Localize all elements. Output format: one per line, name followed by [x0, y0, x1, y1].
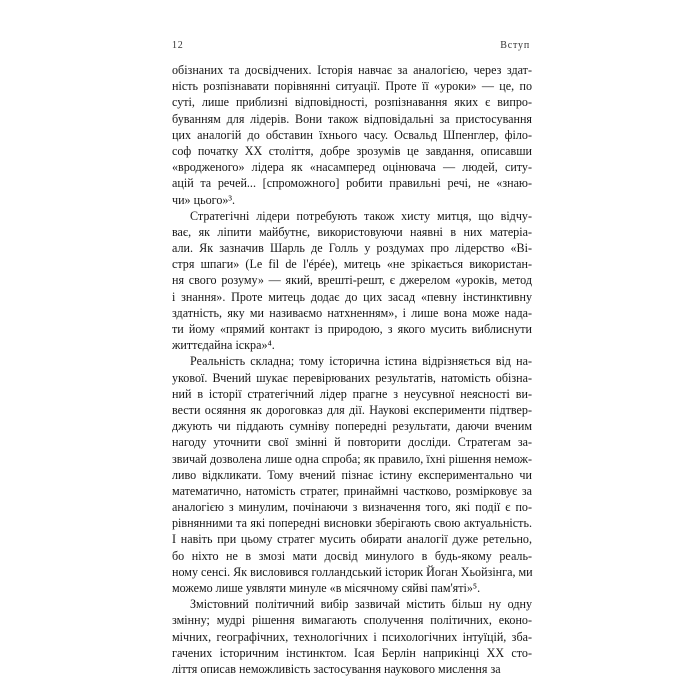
- text-line: змінну; мудрі рішення вимагають сполучення політичних, еконо-: [172, 613, 532, 628]
- text-line: ти йому «прямий контакт із природою, з якого мусить виблиснути: [172, 322, 532, 336]
- paragraph: [172, 208, 532, 354]
- text-line: здатність, яку ми називаємо натхненням», і лише вона може нада-: [172, 305, 532, 320]
- text-line: соф початку XX століття, добре зрозумів це завдання, описавши: [172, 143, 532, 158]
- text-line: гачених історичним інстинктом. Ісая Берлін наприкінці XX сто-: [172, 645, 532, 660]
- text-line: звичай дозволена лише одна спроба; як правило, їхні рішення немож-: [172, 451, 532, 466]
- text-line: бо ніхто не в змозі мати досвід минулого в будь-якому реаль-: [172, 548, 532, 563]
- text-line: аналогією з минулим, почінаючи з визначення того, які події є по-: [172, 500, 532, 515]
- text-line: життєдайна іскра»⁴.: [172, 338, 275, 353]
- text-line: укової. Вчений шукає перевірюваних результатів, натомість обізна-: [172, 370, 532, 385]
- text-line: стря шпаги» (Le fil de l'épée), митець «не зрікається використан-: [172, 257, 532, 272]
- text-line: али. Як зазначив Шарль де Голль у роздумах про лідерство «Ві-: [172, 241, 532, 256]
- text-line: джують чи піддають сумніву попередні результати, даючи вченим: [172, 419, 532, 434]
- text-line: математично, натомість стратег, принаймні частково, розмірковує за: [172, 483, 532, 498]
- text-line: ліття описав неможливість застосування наукового мислення за: [172, 661, 501, 676]
- text-line: ний в історії стратегічний лідер прагне з неусувної неясності ви-: [172, 386, 532, 401]
- text-line: буванням для лідерів. Вони також відповідальні за пристосування: [172, 111, 532, 126]
- text-line: рівнянними та які попередні висновки зберігають свою актуальність.: [172, 516, 532, 531]
- text-line: нагоду уточнити свої змінні й повторити досліди. Стратегам за-: [172, 435, 532, 450]
- paragraph: [172, 62, 532, 208]
- page-number: 12: [172, 40, 184, 51]
- text-line: і знання». Проте митець додає до цих засад «певну інстинктивну: [172, 289, 532, 304]
- text-line: ває, як ліпити майбутнє, використовуючи наявні в них матеріа-: [172, 224, 532, 239]
- text-line: цих аналогій до обставин їхнього часу. Освальд Шпенглер, філо-: [172, 127, 532, 142]
- text-line: ливо відкликати. Тому вчений пізнає істину експериментально чи: [172, 467, 532, 482]
- text-line: мічних, географічних, технологічних і психологічних інтуїцій, зба-: [172, 629, 532, 644]
- text-line: вести осяяння як дороговказ для дії. Наукові експерименти підтвер-: [172, 402, 532, 417]
- running-header: [172, 40, 530, 56]
- paragraph: [172, 353, 532, 596]
- text-line: Змістовний політичний вибір зазвичай містить більш ну одну: [190, 597, 532, 612]
- text-line: ня свого розуму» — який, врешті-решт, є джерелом «уроків, метод: [172, 273, 532, 288]
- paragraph: [172, 596, 532, 677]
- text-line: суті, лише приблизні відповідності, розпізнавання яких є випро-: [172, 95, 532, 110]
- text-line: Реальність складна; тому історична істина відрізняється від на-: [190, 354, 532, 369]
- text-line: ність розпізнавати порівнянні ситуації. Проте її «уроки» — це, по: [172, 79, 532, 94]
- body-text: [172, 62, 532, 677]
- text-line: чи» цього»³.: [172, 192, 236, 207]
- section-title: Вступ: [500, 40, 530, 51]
- text-line: «вродженого» лідера як «насамперед оцінювача — людей, ситу-: [172, 160, 532, 175]
- text-line: можемо лише уявляти минуле «в місячному сяйві пам'яті»⁵.: [172, 581, 481, 595]
- text-line: ному сенсі. Як висловився голландський історик Йоган Хьойзінга, ми: [172, 564, 533, 579]
- text-line: обізнаних та досвідчених. Історія навчає за аналогією, через здат-: [172, 63, 532, 77]
- text-line: ацій та речей... [спроможного] робити правильні речі, не «знаю-: [172, 176, 532, 191]
- text-line: І навіть при цьому стратег мусить обирати аналогії дуже ретельно,: [172, 532, 532, 547]
- text-line: Стратегічні лідери потребують також хисту митця, що відчу-: [190, 208, 532, 223]
